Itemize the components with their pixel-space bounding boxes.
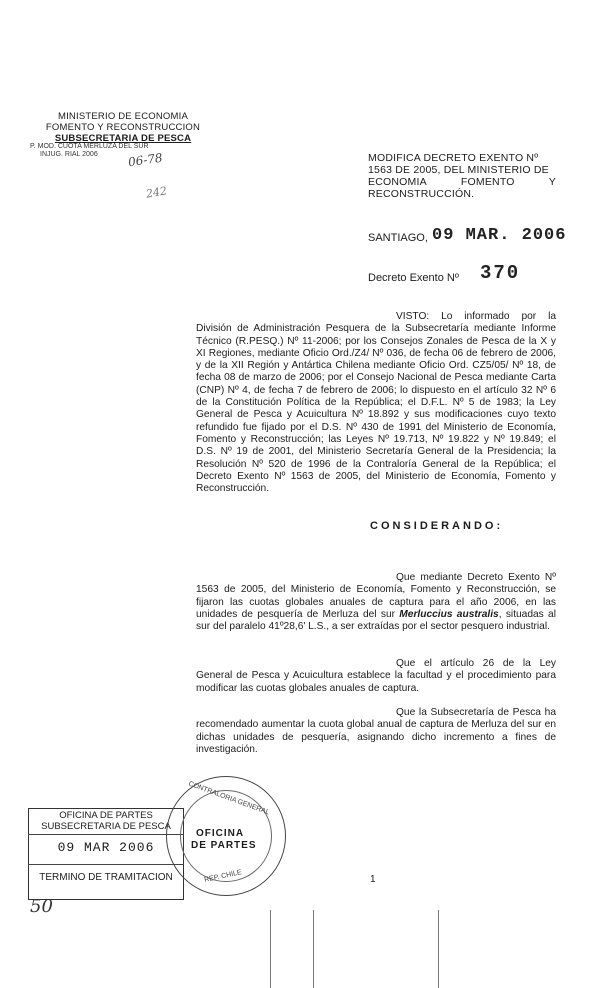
ministry-subtitle: FOMENTO Y RECONSTRUCCION	[45, 122, 201, 133]
seal-bottom-text: REP. CHILE	[203, 869, 243, 884]
ministry-name: MINISTERIO DE ECONOMIA	[57, 111, 189, 122]
seal-center-text-2: DE PARTES	[191, 840, 257, 851]
handwritten-mark: 50	[30, 896, 53, 917]
considerando-text: , situadas al sur del paralelo 41º28,6' L.S., a ser extraídas por el sector pesquero industrial.	[196, 608, 556, 633]
title-line	[368, 176, 556, 188]
reference-line-2: INJUG. RIAL 2006	[40, 151, 98, 158]
title-line: MODIFICA DECRETO EXENTO Nº	[368, 152, 539, 164]
title-word: ECONOMIA	[368, 176, 427, 188]
species-name: Merluccius australis	[399, 608, 499, 620]
subsecretaria-name: SUBSECRETARIA DE PESCA	[54, 133, 192, 144]
handwritten-reference: 06-78	[127, 150, 164, 170]
date-stamp: 09 MAR. 2006	[432, 226, 567, 245]
title-line: 1563 DE 2005, DEL MINISTERIO DE	[368, 164, 549, 176]
stamp-office: OFICINA DE PARTES	[59, 810, 153, 821]
stamp-date: 09 MAR 2006	[57, 840, 155, 855]
visto-paragraph: VISTO: Lo informado por la División de Administración Pesquera de la Subsecretaría mediante Informe Técnico (R.PESQ.) Nº 11-2006; por los Consejos Zonales de Pesca de la X y XI Regiones, mediante Oficio Ord./Z4/ Nº 036, de fecha 06 de febrero de 2006, y de la XII Región y Antártica Chilena mediante Oficio Ord. CZ5/05/ Nº 18, de fecha 08 de marzo de 2006; por el Consejo Nacional de Pesca mediante Carta (CNP) Nº 4, de fecha 7 de febrero de 2006; lo dispuesto en el artículo 32 Nº 6 de la Constitución Política de la República; el D.F.L. Nº 5 de 1983; la Ley General de Pesca y Acuicultura Nº 18.892 y sus modificaciones cuyo texto refundido fue fijado por el D.S. Nº 430 de 1991 del Ministerio de Economía, Fomento y Reconstrucción; las Leyes Nº 19.713, Nº 19.822 y Nº 19.849; el D.S. Nº 19 de 2001, del Ministerio Secretaría General de la Presidencia; la Resolución Nº 520 de 1996 de la Contraloría General de la República; el Decreto Exento Nº 1563 de 2005, del Ministerio de Economía, Fomento y Reconstrucción.	[196, 311, 556, 495]
reference-line: P. MOD. CUOTA MERLUZA DEL SUR	[30, 143, 149, 150]
considerando-paragraph-3: Que la Subsecretaría de Pesca ha recomendado aumentar la cuota global anual de captura de Merluza del sur en dichas unidades de pesquería, asignando dicho incremento a fines de investigación.	[196, 707, 556, 755]
scan-line	[313, 910, 314, 988]
considerando-text: Que mediante Decreto Exento Nº 1563 de 2005, del Ministerio de Economía, Fomento y Reconstrucción, se fijaron las cuotas globales anuales de captura para el año 2006, en las unidades de pesquería de Merluza del sur	[196, 572, 556, 620]
scan-line	[438, 910, 439, 988]
place-label: SANTIAGO,	[368, 232, 428, 244]
seal-center-text: OFICINA	[196, 828, 245, 839]
decree-number: 370	[480, 262, 521, 284]
title-line: RECONSTRUCCIÓN.	[368, 188, 475, 200]
stamp-subsecretaria: SUBSECRETARIA DE PESCA	[41, 821, 171, 832]
stamp-status: TERMINO DE TRAMITACION	[39, 872, 173, 883]
seal-top-text: CONTRALORIA GENERAL	[187, 780, 271, 817]
scan-line	[270, 910, 271, 988]
considerando-paragraph-1	[196, 572, 556, 633]
title-word: Y	[548, 176, 556, 188]
considerando-heading: CONSIDERANDO:	[370, 520, 504, 532]
page-number: 1	[370, 874, 376, 885]
document-title	[368, 152, 556, 200]
considerando-paragraph-2: Que el artículo 26 de la Ley General de Pesca y Acuicultura establece la facultad y el procedimiento para modificar las cuotas globales anuales de captura.	[196, 658, 556, 694]
stamp-divider	[28, 834, 184, 835]
title-word: FOMENTO	[460, 176, 515, 188]
stamp-divider	[28, 864, 184, 865]
decree-label: Decreto Exento Nº	[368, 272, 459, 284]
margin-scribble: 242	[145, 184, 168, 201]
